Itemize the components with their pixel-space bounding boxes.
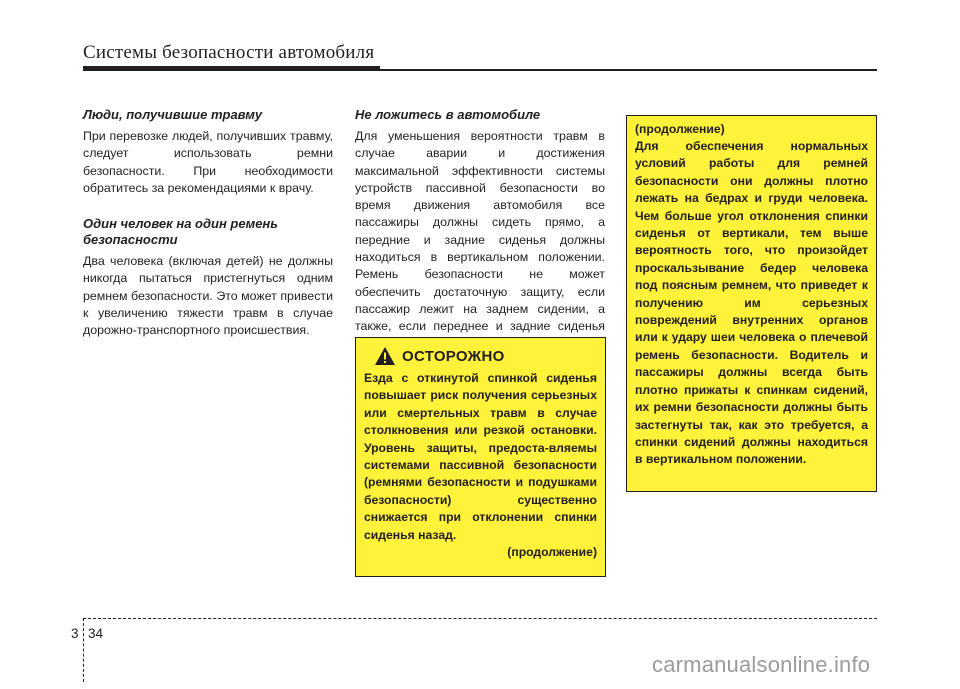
page-number-value: 34 — [88, 626, 104, 641]
paragraph-injured-people: При перевозке людей, получивших травму, следует использовать ремни безопасности. При необходимости обратитесь за рекомендациями к врачу. — [83, 129, 333, 195]
column-left — [83, 107, 333, 340]
continuation-text: Для обеспечения нормальных условий работы для ремней безопасности они должны плотно лежать на бедрах и груди человека. Чем больше угол отклонения спинки сиденья от вертикали, тем выше вероятность того, что произойдет проскальзывание бедер человека под поясным ремнем, что приведет к получению им серьезных повреждений внутренних органов или к удару шеи человека о плечевой ремень безопасности. Водитель и пассажиры должны всегда быть плотно прижаты к спинкам сидений, их ремни безопасности должны быть застегнуты так, как это требуется, а спинки сидений должны находиться в вертикальном положении. — [635, 139, 868, 467]
chapter-number: 3 — [71, 626, 79, 641]
paragraph-do-not-lie-down: Для уменьшения вероятности травм в случае аварии и достижения максимальной эффективности системы устройств пассивной безопасности во время движения автомобиля все пассажиры должны сидеть прямо, а передние и задние сиденья должны находиться в вертикальном положении. Ремень безопасности не может обеспечить достаточную защиту, если пассажир лежит на заднем сидении, а также, если переднее и задние сиденья — [355, 129, 605, 334]
subtitle-do-not-lie-down: Не ложитесь в автомобиле — [355, 107, 541, 122]
subtitle-one-person-one-belt: Один человек на один ремень безопасности — [83, 216, 278, 248]
warning-triangle-icon — [374, 346, 396, 366]
continuation-box — [626, 115, 877, 492]
paragraph-one-person-one-belt: Два человека (включая детей) не должны никогда пытаться пристегнуться одним ремнем безопасности. Это может привести к увеличению тяжести травм в случае дорожно-транспортного происшествия. — [83, 254, 333, 338]
footer-dashed-line — [83, 618, 877, 619]
watermark: carmanualsonline.info — [652, 652, 871, 677]
footer-dashed-vertical-line — [83, 618, 84, 682]
warning-box — [355, 337, 606, 577]
header-rule-thin — [380, 69, 877, 71]
subtitle-injured-people: Люди, получившие травму — [83, 107, 263, 122]
warning-text: Езда с откинутой спинкой сиденья повышает риск получения серьезных или смертельных травм в случае столкновения или резкой остановки. Уровень защиты, предоста-вляемы системами пассивной безопасности (ремнями безопасности и подушками безопасности) существенно снижается при отклонении спинки сиденья назад. — [364, 371, 597, 542]
warning-continued-label: (продолжение) — [507, 545, 597, 560]
warning-title: ОСТОРОЖНО — [402, 347, 505, 365]
header-rule-thick — [83, 66, 380, 71]
warning-header — [364, 345, 597, 367]
page-title: Системы безопасности автомобиля — [83, 42, 375, 63]
continuation-label: (продолжение) — [635, 122, 725, 136]
column-middle — [355, 107, 605, 353]
